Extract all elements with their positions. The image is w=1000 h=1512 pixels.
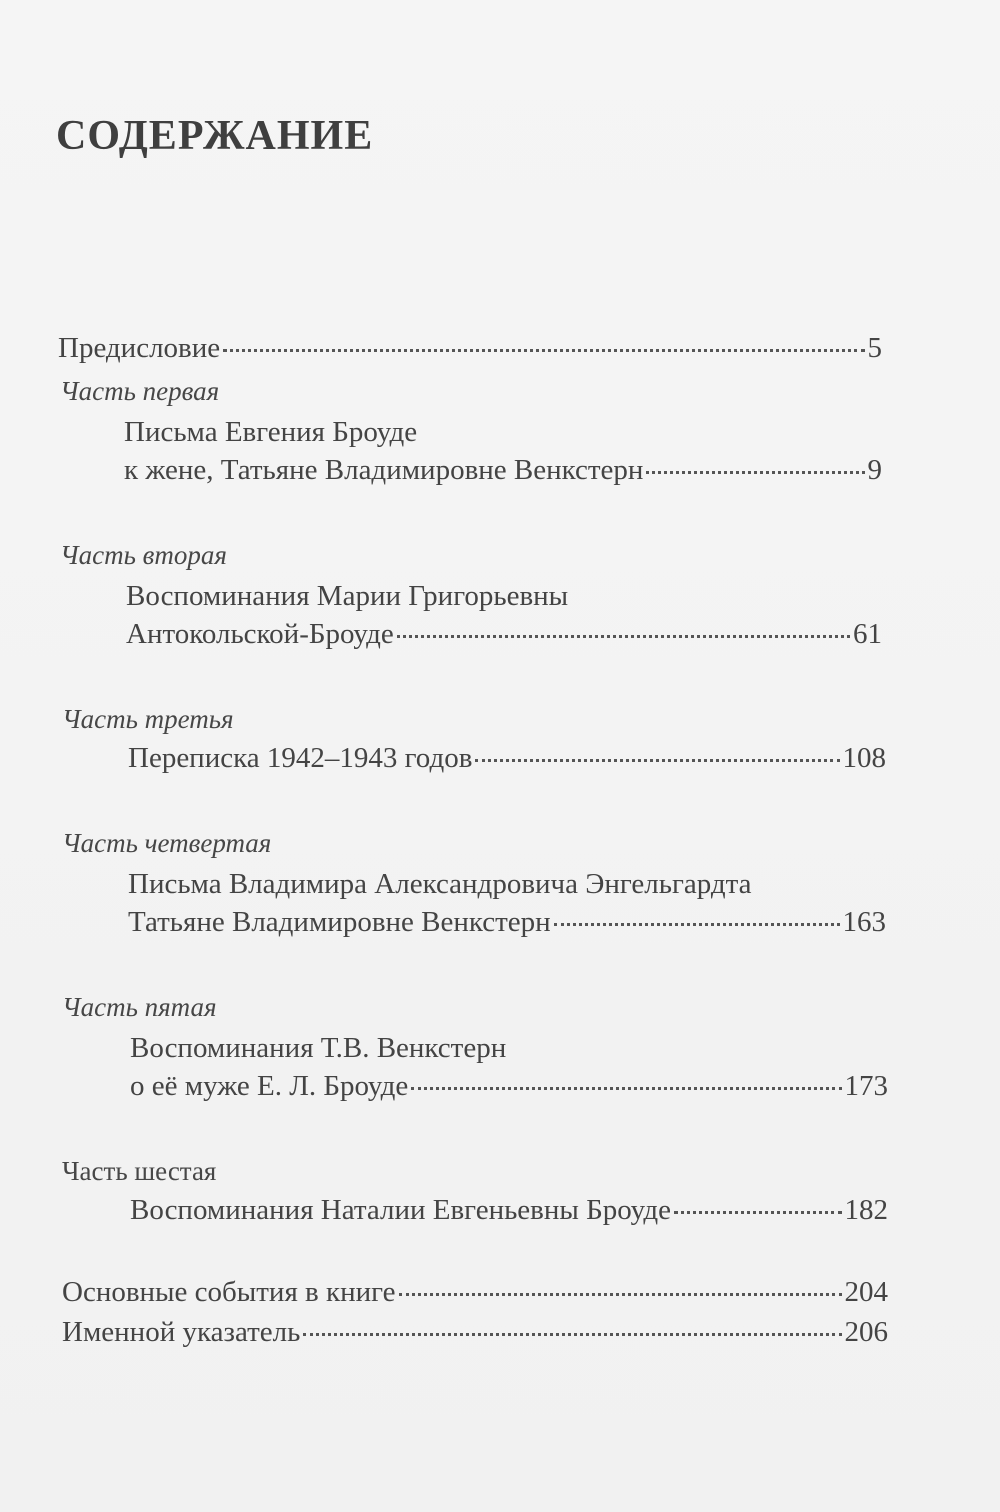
entry-title: Воспоминания Наталии Евгеньевны Броуде [130,1194,671,1226]
leader-dots [554,919,840,926]
toc-entry-part-2[interactable] [126,618,882,651]
part-label: Часть третья [62,704,234,734]
toc-entry-index[interactable] [62,1316,888,1349]
entry-page: 163 [842,906,886,938]
leader-dots [223,345,864,352]
leader-dots [674,1207,842,1214]
entry-page: 108 [842,742,886,774]
leader-dots [399,1289,842,1296]
part-label: Часть вторая [60,540,227,570]
part-label: Часть пятая [62,992,217,1022]
entry-page: 206 [844,1316,888,1348]
leader-dots [475,755,839,762]
entry-title: Переписка 1942–1943 годов [128,742,473,774]
page-title: СОДЕРЖАНИЕ [56,113,374,159]
leader-dots [397,631,850,638]
entry-page: 5 [867,332,882,364]
entry-title: Татьяне Владимировне Венкстерн [128,906,551,938]
entry-line: Письма Евгения Броуде [124,416,418,448]
toc-entry-part-6[interactable] [130,1194,888,1227]
leader-dots [303,1329,841,1336]
part-label: Часть шестая [62,1156,217,1186]
entry-line: Воспоминания Марии Григорьевны [126,580,569,612]
part-label: Часть первая [60,376,220,406]
entry-page: 9 [867,454,882,486]
entry-title: к жене, Татьяне Владимировне Венкстерн [124,454,644,486]
toc-entry-events[interactable] [62,1276,888,1309]
toc-entry-part-5[interactable] [130,1070,888,1103]
entry-page: 204 [844,1276,888,1308]
entry-page: 173 [844,1070,888,1102]
entry-page: 182 [844,1194,888,1226]
part-label: Часть четвертая [62,828,272,858]
toc-entry-part-4[interactable] [128,906,886,939]
toc-entry-preface[interactable] [58,332,882,365]
entry-title: Именной указатель [62,1316,301,1348]
entry-title: Предисловие [58,332,221,364]
entry-line: Воспоминания Т.В. Венкстерн [130,1032,507,1064]
entry-page: 61 [853,618,882,650]
toc-entry-part-1[interactable] [124,454,882,487]
leader-dots [411,1083,841,1090]
entry-line: Письма Владимира Александровича Энгельгардта [128,868,752,900]
entry-title: о её муже Е. Л. Броуде [130,1070,409,1102]
entry-title: Основные события в книге [62,1276,396,1308]
toc-entry-part-3[interactable] [128,742,886,775]
entry-title: Антокольской-Броуде [126,618,394,650]
leader-dots [646,467,864,474]
